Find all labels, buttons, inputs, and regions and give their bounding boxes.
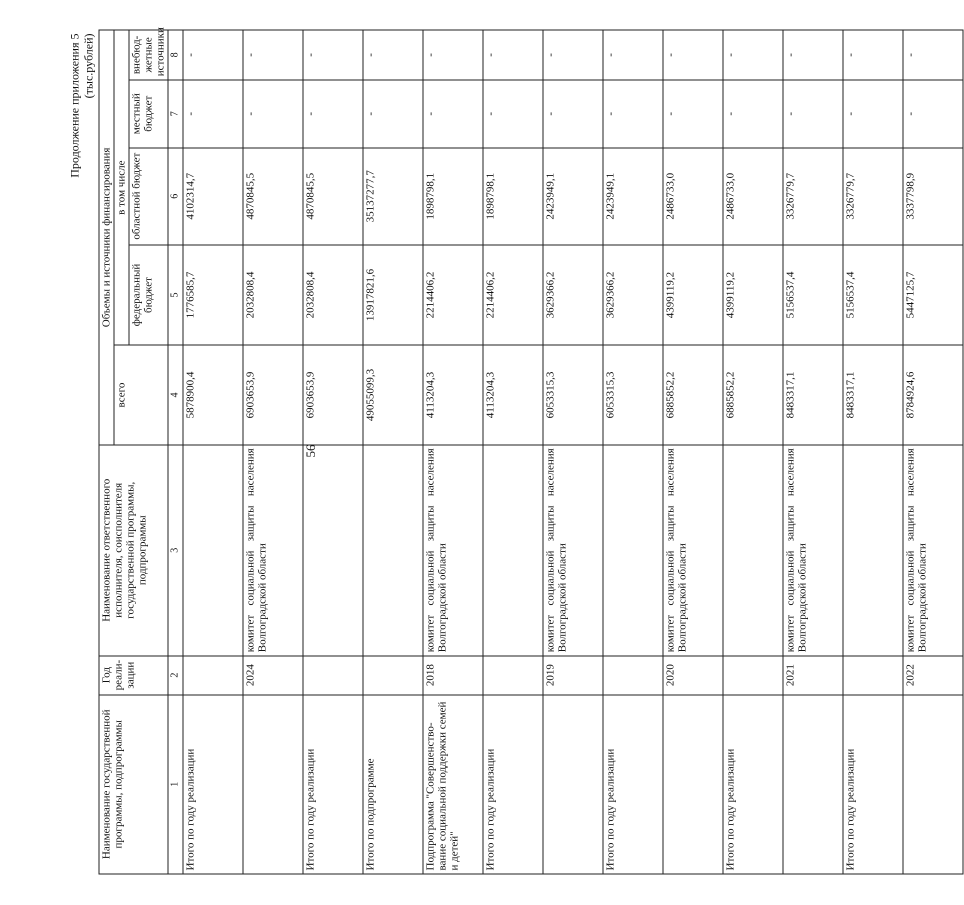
regional-cell: 2423949,1 <box>543 148 603 245</box>
regional-cell: 1898798,1 <box>423 148 483 245</box>
federal-cell: 3629366,2 <box>603 245 663 346</box>
column-number: 8 <box>168 30 183 80</box>
program-name-cell <box>243 695 303 874</box>
regional-cell: 2486733,0 <box>663 148 723 245</box>
federal-cell: 5156537,4 <box>843 245 903 346</box>
local-cell: - <box>903 80 963 148</box>
table-row <box>843 30 903 874</box>
executor-cell <box>363 445 423 656</box>
year-cell: 2021 <box>783 656 843 695</box>
program-name-cell: Итого по году реализации <box>183 695 243 874</box>
year-cell <box>603 656 663 695</box>
table-row <box>723 30 783 874</box>
table-row <box>363 30 423 874</box>
column-number: 1 <box>168 695 183 874</box>
regional-cell: 1898798,1 <box>483 148 543 245</box>
federal-cell: 4399119,2 <box>663 245 723 346</box>
regional-cell: 4870845,5 <box>243 148 303 245</box>
regional-cell: 4870845,5 <box>303 148 363 245</box>
appendix-note <box>68 34 96 178</box>
header-executor: Наименование ответственного исполнителя, соисполнителя государственной программы, подпрограммы <box>99 445 168 656</box>
extra-cell: - <box>783 30 843 80</box>
local-cell: - <box>423 80 483 148</box>
total-cell: 6885852,2 <box>723 345 783 444</box>
federal-cell: 2032808,4 <box>243 245 303 346</box>
extra-cell: - <box>603 30 663 80</box>
year-cell <box>303 656 363 695</box>
total-cell: 4113204,3 <box>423 345 483 444</box>
executor-cell <box>843 445 903 656</box>
program-name-cell: Итого по подпрограмме <box>363 695 423 874</box>
year-cell <box>483 656 543 695</box>
local-cell: - <box>363 80 423 148</box>
header-extra-budgetary: внебюд-жетные источники <box>129 30 168 80</box>
local-cell: - <box>603 80 663 148</box>
table-row <box>183 30 243 874</box>
header-federal-budget: федеральный бюджет <box>129 245 168 346</box>
table-row <box>603 30 663 874</box>
program-name-cell <box>663 695 723 874</box>
column-number: 7 <box>168 80 183 148</box>
federal-cell: 2214406,2 <box>423 245 483 346</box>
program-name-cell: Итого по году реализации <box>303 695 363 874</box>
page-number: 56 <box>303 444 318 458</box>
regional-cell: 3326779,7 <box>783 148 843 245</box>
total-cell: 6885852,2 <box>663 345 723 444</box>
appendix-continuation-label: Продолжение приложения 5 <box>67 33 82 178</box>
year-cell: 2020 <box>663 656 723 695</box>
federal-cell: 4399119,2 <box>723 245 783 346</box>
rotated-document-page <box>66 27 929 875</box>
local-cell: - <box>663 80 723 148</box>
regional-cell: 35137277,7 <box>363 148 423 245</box>
executor-cell <box>603 445 663 656</box>
extra-cell: - <box>243 30 303 80</box>
program-name-cell <box>543 695 603 874</box>
extra-cell: - <box>183 30 243 80</box>
header-program-name: Наименование государственной программы, подпрограммы <box>99 695 168 874</box>
table-row <box>783 30 843 874</box>
column-number: 4 <box>168 345 183 444</box>
extra-cell: - <box>303 30 363 80</box>
year-cell <box>363 656 423 695</box>
executor-cell: комитет социальной защиты населения Волгоградской области <box>903 445 963 656</box>
executor-cell <box>183 445 243 656</box>
federal-cell: 5156537,4 <box>783 245 843 346</box>
total-cell: 6053315,3 <box>543 345 603 444</box>
extra-cell: - <box>483 30 543 80</box>
extra-cell: - <box>423 30 483 80</box>
total-cell: 6903653,9 <box>243 345 303 444</box>
executor-cell <box>483 445 543 656</box>
year-cell: 2019 <box>543 656 603 695</box>
year-cell <box>183 656 243 695</box>
column-number: 3 <box>168 445 183 656</box>
local-cell: - <box>243 80 303 148</box>
regional-cell: 3337798,9 <box>903 148 963 245</box>
program-name-cell: Подпрограмма "Совершенство-вание социальной поддержки семей и детей" <box>423 695 483 874</box>
local-cell: - <box>483 80 543 148</box>
local-cell: - <box>183 80 243 148</box>
header-local-budget: местный бюджет <box>129 80 168 148</box>
program-name-cell: Итого по году реализации <box>603 695 663 874</box>
total-cell: 49055099,3 <box>363 345 423 444</box>
table-row <box>903 30 963 874</box>
federal-cell: 13917821,6 <box>363 245 423 346</box>
header-total: всего <box>114 345 168 444</box>
program-name-cell: Итого по году реализации <box>723 695 783 874</box>
extra-cell: - <box>363 30 423 80</box>
year-cell: 2018 <box>423 656 483 695</box>
total-cell: 6053315,3 <box>603 345 663 444</box>
federal-cell: 3629366,2 <box>543 245 603 346</box>
table-row <box>543 30 603 874</box>
total-cell: 5878900,4 <box>183 345 243 444</box>
program-name-cell <box>783 695 843 874</box>
total-cell: 8483317,1 <box>783 345 843 444</box>
local-cell: - <box>783 80 843 148</box>
regional-cell: 3326779,7 <box>843 148 903 245</box>
executor-cell: комитет социальной защиты населения Волгоградской области <box>243 445 303 656</box>
federal-cell: 1776585,7 <box>183 245 243 346</box>
extra-cell: - <box>843 30 903 80</box>
table-row <box>483 30 543 874</box>
executor-cell <box>303 445 363 656</box>
executor-cell: комитет социальной защиты населения Волгоградской области <box>783 445 843 656</box>
financing-table <box>99 27 964 875</box>
local-cell: - <box>723 80 783 148</box>
total-cell: 4113204,3 <box>483 345 543 444</box>
year-cell: 2022 <box>903 656 963 695</box>
table-row <box>663 30 723 874</box>
header-regional-budget: областной бюджет <box>129 148 168 245</box>
header-year: Год реали-зации <box>99 656 168 695</box>
local-cell: - <box>543 80 603 148</box>
table-row <box>423 30 483 874</box>
program-name-cell: Итого по году реализации <box>483 695 543 874</box>
program-name-cell <box>903 695 963 874</box>
federal-cell: 2032808,4 <box>303 245 363 346</box>
units-label: (тыс.рублей) <box>81 33 96 99</box>
extra-cell: - <box>663 30 723 80</box>
total-cell: 8483317,1 <box>843 345 903 444</box>
year-cell: 2024 <box>243 656 303 695</box>
executor-cell: комитет социальной защиты населения Волгоградской области <box>543 445 603 656</box>
table-body <box>183 30 963 874</box>
extra-cell: - <box>903 30 963 80</box>
program-name-cell: Итого по году реализации <box>843 695 903 874</box>
column-number: 6 <box>168 148 183 245</box>
federal-cell: 5447125,7 <box>903 245 963 346</box>
executor-cell <box>723 445 783 656</box>
column-number: 2 <box>168 656 183 695</box>
column-number: 5 <box>168 245 183 346</box>
regional-cell: 2423949,1 <box>603 148 663 245</box>
local-cell: - <box>303 80 363 148</box>
table-row <box>303 30 363 874</box>
year-cell <box>723 656 783 695</box>
year-cell <box>843 656 903 695</box>
local-cell: - <box>843 80 903 148</box>
extra-cell: - <box>723 30 783 80</box>
executor-cell: комитет социальной защиты населения Волгоградской области <box>423 445 483 656</box>
total-cell: 8784924,6 <box>903 345 963 444</box>
federal-cell: 2214406,2 <box>483 245 543 346</box>
regional-cell: 2486733,0 <box>723 148 783 245</box>
total-cell: 6903653,9 <box>303 345 363 444</box>
extra-cell: - <box>543 30 603 80</box>
regional-cell: 4102314,7 <box>183 148 243 245</box>
header-financing: Объемы и источники финансирования <box>99 30 114 445</box>
table-row <box>243 30 303 874</box>
header-including: в том числе <box>114 30 129 345</box>
executor-cell: комитет социальной защиты населения Волгоградской области <box>663 445 723 656</box>
